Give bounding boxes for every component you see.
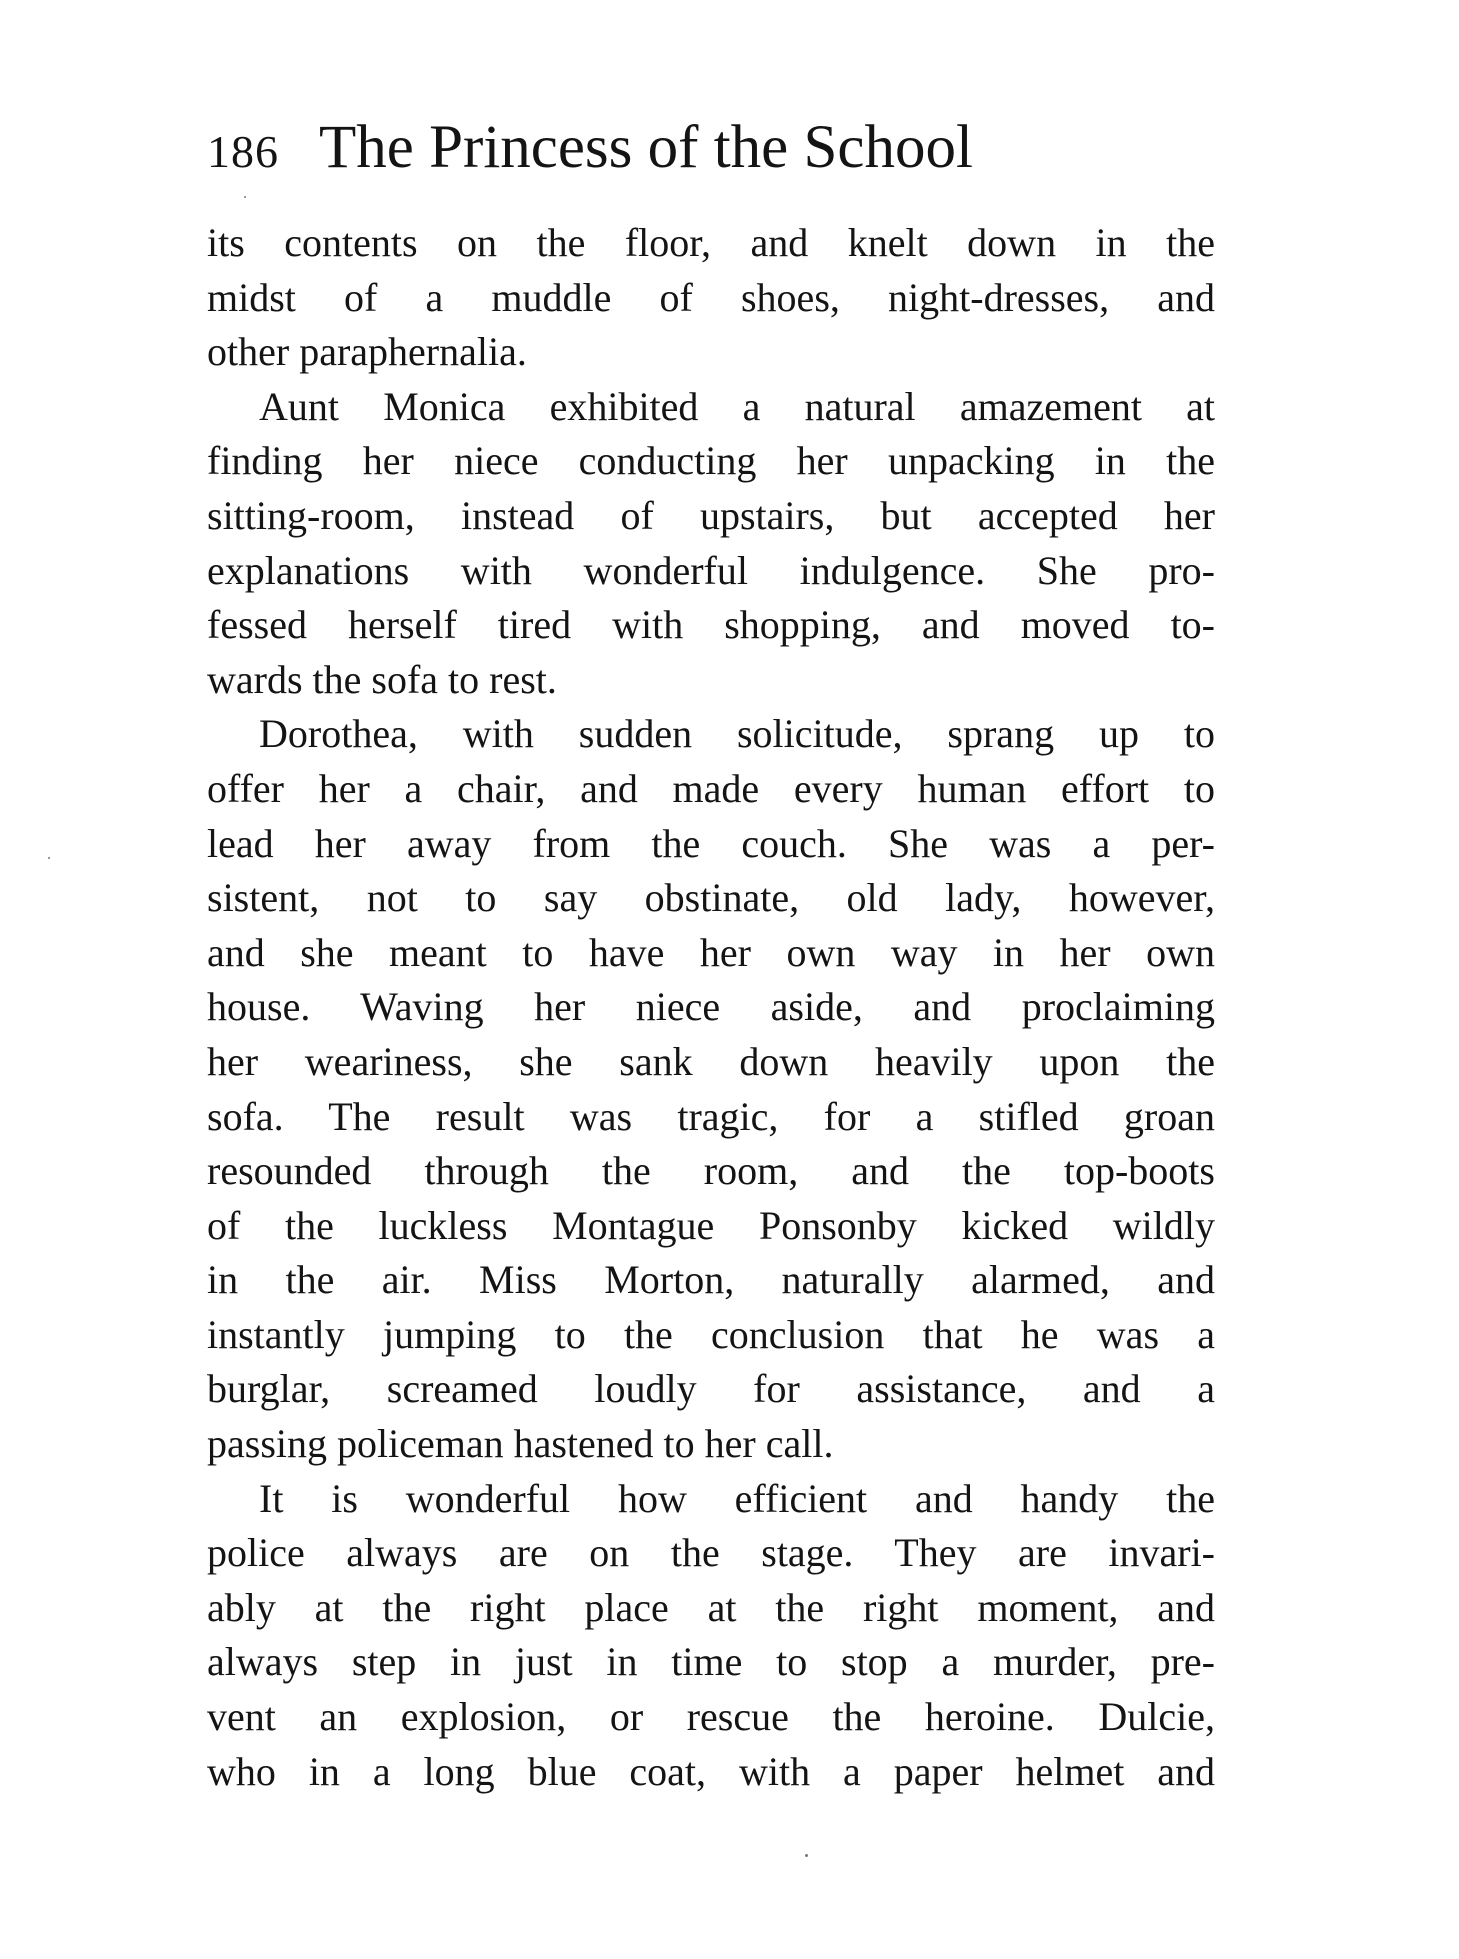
text-line: burglar, screamed loudly for assistance, and a [207,1366,1215,1412]
text-line: lead her away from the couch. She was a per- [207,820,1215,866]
text-line: sitting-room, instead of upstairs, but accepted her [207,492,1215,538]
body-text [207,216,1215,1799]
text-line: sistent, not to say obstinate, old lady, however, [207,875,1215,921]
text-line: Dorothea, with sudden solicitude, sprang up to [259,711,1215,757]
text-line: her weariness, she sank down heavily upon the [207,1038,1215,1084]
text-line: its contents on the floor, and knelt down in the [207,220,1215,265]
text-line: sofa. The result was tragic, for a stifled groan [207,1093,1215,1139]
text-line: explanations with wonderful indulgence. She pro- [207,547,1215,593]
text-line: finding her niece conducting her unpacking in the [207,438,1215,484]
text-line: Aunt Monica exhibited a natural amazement at [259,383,1215,429]
text-line: offer her a chair, and made every human effort to [207,765,1215,811]
text-line: other paraphernalia. [207,329,527,375]
text-line: police always are on the stage. They are invari- [207,1530,1215,1576]
text-line: house. Waving her niece aside, and proclaiming [207,984,1215,1030]
text-line: passing policeman hastened to her call. [207,1421,834,1467]
text-line: instantly jumping to the conclusion that he was a [207,1311,1215,1357]
page-number: 186 [207,126,279,177]
scan-speck [244,196,246,198]
text-line: It is wonderful how efficient and handy the [259,1475,1215,1521]
text-line: resounded through the room, and the top-boots [207,1148,1215,1194]
text-line: wards the sofa to rest. [207,656,557,702]
text-line: ably at the right place at the right moment, and [207,1584,1215,1630]
running-title: The Princess of the School [319,114,973,181]
text-line: and she meant to have her own way in her own [207,929,1215,975]
text-line: midst of a muddle of shoes, night-dresses, and [207,274,1215,320]
scan-speck [48,857,50,859]
text-line: who in a long blue coat, with a paper helmet and [207,1748,1215,1794]
text-line: vent an explosion, or rescue the heroine. Dulcie, [207,1694,1215,1740]
text-line: always step in just in time to stop a murder, pre- [207,1639,1215,1685]
text-line: in the air. Miss Morton, naturally alarmed, and [207,1257,1215,1303]
text-line: of the luckless Montague Ponsonby kicked wildly [207,1202,1215,1248]
scan-speck [805,1854,808,1857]
text-line: fessed herself tired with shopping, and moved to- [207,602,1215,648]
running-head [207,108,1217,203]
